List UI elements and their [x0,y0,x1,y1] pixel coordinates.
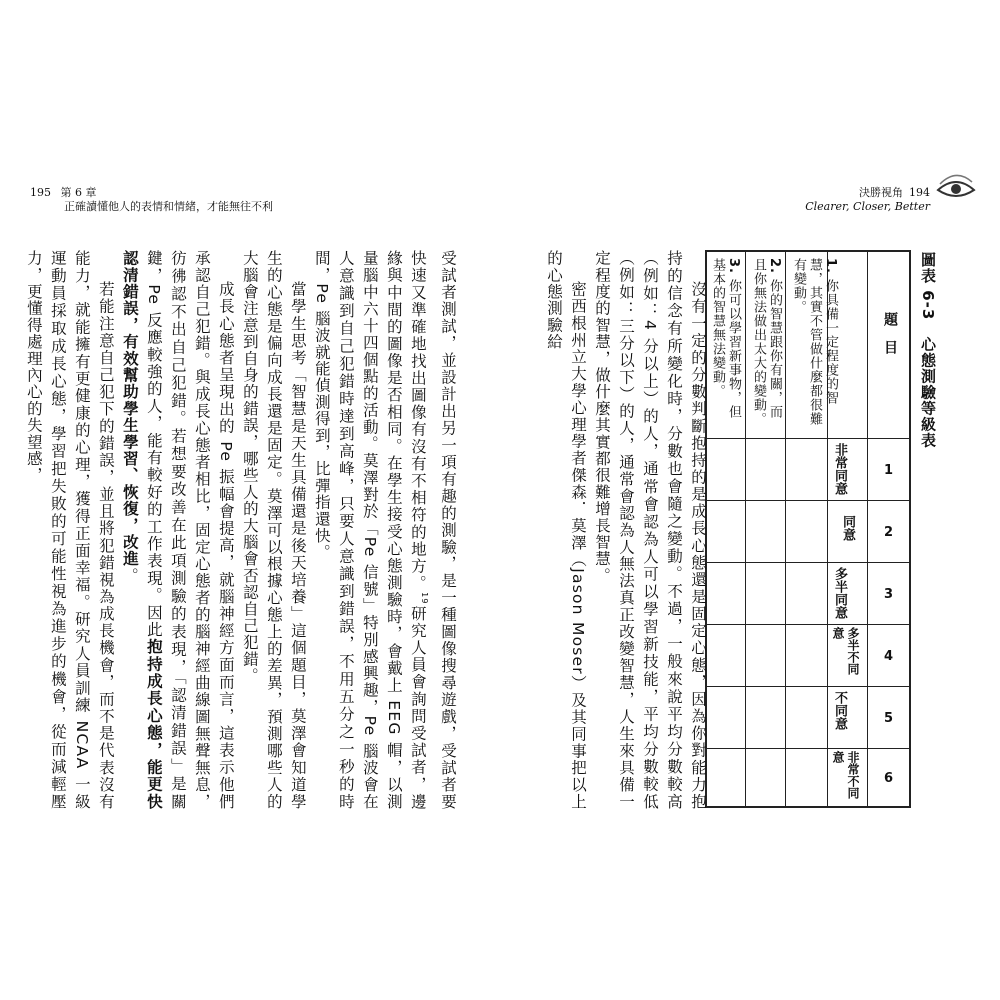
answer-cell[interactable] [705,438,745,500]
answer-cell[interactable] [705,686,745,748]
table-header-scale-5: 5 [868,686,909,748]
table-header-topic: 題 目 [868,252,909,438]
question-text: 3. 你可以學習新事物，但基本的智慧無法變動。 [710,258,741,420]
answer-cell[interactable] [746,438,785,500]
answer-cell[interactable] [705,748,745,808]
right-page-number: 194 [909,186,930,199]
paragraph: 成長心態者呈現出的 Pe 振幅會提高，就腦神經方面而言，這表示他們承認自己犯錯。與成長心態者相比，固定心態者的腦神經曲線圖無聲無息，彷彿認不出自己犯錯。若想要改善在此項測驗的表現，「認清錯誤」是關鍵，Pe 反應較強的人，能有較好的工作表現。因此抱持成長心態，能更快認清錯誤，有效幫助學生學習、恢復，改進。 [120,250,235,810]
answer-cell[interactable] [786,500,827,562]
left-running-header [30,186,273,214]
answer-cell[interactable] [786,562,827,624]
table-header-scale-4: 4 [868,624,909,686]
mindset-scale-table [705,250,911,808]
answer-cell[interactable] [705,562,745,624]
table-header-scale-2: 2 [868,500,909,562]
paragraph: 受試者測試，並設計出另一項有趣的測驗，是一種圖像搜尋遊戲，受試者要快速又準確地找出圖像有沒有不相符的地方。$^{19}$研究人員會詢問受試者，邊緣與中間的圖像是否相同。在學生接受心態測驗時，會戴上 EEG 帽，以測量腦中六十四個點的活動。莫澤對於「Pe 信號」特別感興趣，Pe 腦波會在人意識到自己犯錯時達到高峰，只要人意識到錯誤，不用五分之一秒的時間，Pe 腦波就能偵測得到，比彈指還快。 [312,250,457,810]
answer-cell[interactable] [786,624,827,686]
question-row-1 [785,252,838,806]
scale-label: 多半同意 [832,567,847,619]
book-title: 決勝視角 [859,186,903,199]
scale-label: 多半不同意 [831,627,860,675]
table-title: 圖表 6-3 心態測驗等級表 [919,252,937,449]
book-subtitle: Clearer, Closer, Better [805,200,930,213]
table-header-column [867,252,909,806]
question-text: 2. 你的智慧跟你有關，而且你無法做出太大的變動。 [751,258,782,426]
chapter-label: 第 6 章 [60,186,97,199]
eye-logo-icon [934,166,978,210]
question-row-2 [745,252,785,806]
right-page [500,0,1000,1000]
scale-label: 非常同意 [832,443,847,495]
scale-label: 同意 [840,515,855,541]
answer-cell[interactable] [746,748,785,808]
answer-cell[interactable] [705,624,745,686]
answer-cell[interactable] [786,438,827,500]
question-row-3 [705,252,745,806]
paragraph: 若能注意自己犯下的錯誤，並且將犯錯視為成長機會，而不是代表沒有能力，就能擁有更健康的心理，獲得正面幸福。研究人員訓練 NCAA 一級運動員採取成長心態，學習把失敗的可能性視為進步的機會，從而減輕壓力，更懂得處理內心的失望感， [24,250,115,810]
paragraph: 沒有一定的分數判斷抱持的是成長心態還是固定心態，因為你對能力抱持的信念有所變化時，分數也會隨之變動。不過，一般來說平均分數較高（例如：4 分以上）的人，通常會認為人可以學習新技能，平均分數較低（例如：三分以下）的人，通常會認為人無法真正改變智慧，人生來具備一定程度的智慧，做什麼其實都很難增長智慧。 [593,250,707,810]
paragraph: 當學生思考「智慧是天生具備還是後天培養」這個題目，莫澤會知道學生的心態是偏向成長還是固定。莫澤可以根據心態上的差異，預測哪些人的大腦會注意到自身的錯誤，哪些人的大腦會否認自己犯錯。 [240,250,307,810]
chapter-title: 正確讀懂他人的表情和情緒，才能無往不利 [64,200,273,213]
answer-cell[interactable] [746,624,785,686]
answer-cell[interactable] [705,500,745,562]
scale-label: 非常不同意 [831,751,860,799]
paragraph: 密西根州立大學心理學者傑森．莫澤（Jason Moser）及其同事把以上的心態測驗給 [545,250,587,810]
scale-label: 不同意 [832,691,847,730]
right-running-header [805,186,930,214]
question-text: 1. 你具備一定程度的智慧，其實不管做什麼都很難有變動。 [791,258,838,426]
answer-cell[interactable] [786,748,827,808]
table-header-scale-6: 6 [868,748,909,808]
left-page-number: 195 [30,186,51,199]
table-header-scale-3: 3 [868,562,909,624]
table-header-scale-1: 1 [868,438,909,500]
answer-cell[interactable] [746,562,785,624]
answer-cell[interactable] [746,500,785,562]
right-body-text [545,250,710,810]
answer-cell[interactable] [746,686,785,748]
left-body-text [24,250,460,810]
answer-cell[interactable] [786,686,827,748]
